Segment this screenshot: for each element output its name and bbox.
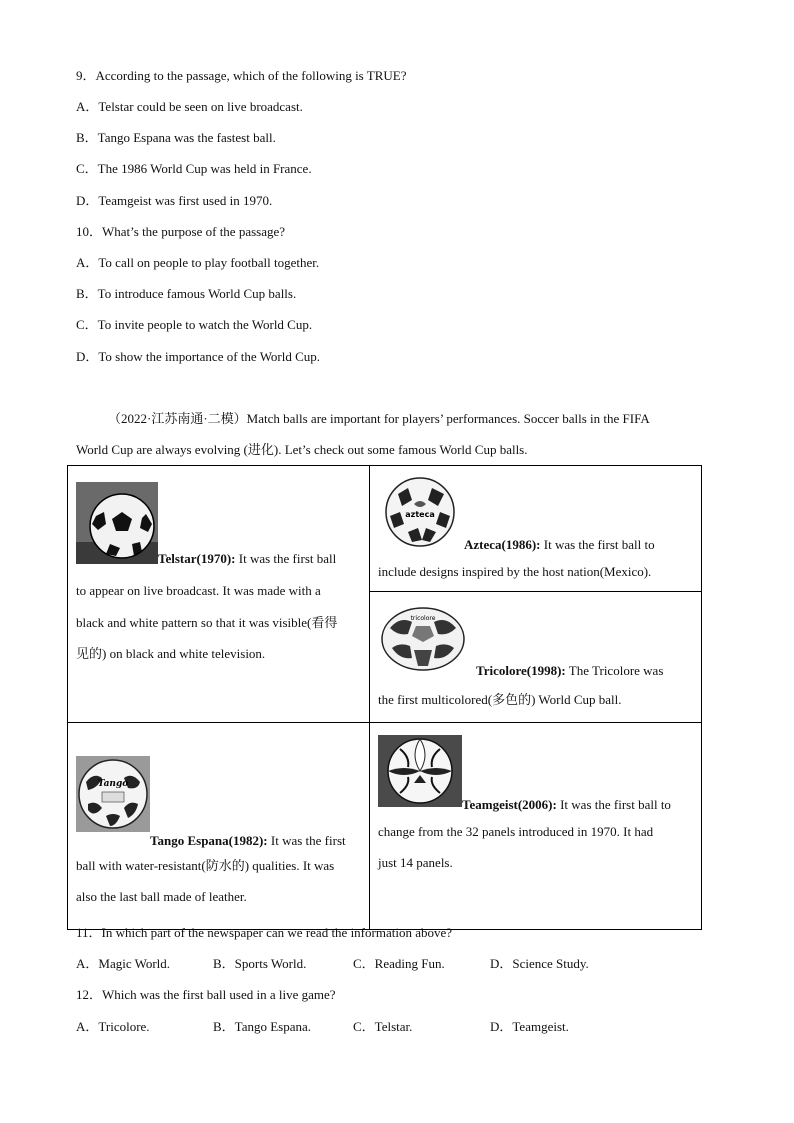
q12-option-b: B．Tango Espana.	[213, 1019, 312, 1034]
telstar-text-1: It was the first ball	[235, 551, 337, 566]
tango-name: Tango Espana(1982):	[150, 833, 268, 848]
q9-question: 9．According to the passage, which of the following is TRUE?	[76, 68, 407, 83]
azteca-logo-text: azteca	[405, 510, 435, 519]
telstar-ball-image	[76, 482, 158, 564]
q10-option-c: C．To invite people to watch the World Cup.	[76, 317, 313, 332]
teamgeist-text-3: just 14 panels.	[378, 855, 453, 870]
tango-cell	[68, 723, 370, 930]
world-cup-balls-table	[67, 465, 702, 930]
q11-option-b: B．Sports World.	[213, 956, 307, 971]
q12-question: 12．Which was the first ball used in a live game?	[76, 987, 336, 1002]
azteca-ball-image	[378, 476, 462, 548]
passage-intro-line2: World Cup are always evolving (进化). Let’s check out some famous World Cup balls.	[76, 442, 528, 457]
q9-option-d: D．Teamgeist was first used in 1970.	[76, 193, 273, 208]
tango-logo-text: Tango	[97, 779, 129, 789]
teamgeist-text-2: change from the 32 panels introduced in 1970. It had	[378, 824, 654, 839]
telstar-text-4: 见的) on black and white television.	[76, 646, 266, 661]
teamgeist-name: Teamgeist(2006):	[462, 797, 557, 812]
passage-intro-line1: （2022·江苏南通·二模）Match balls are important for players’ performances. Soccer balls in the FIFA	[108, 411, 650, 426]
telstar-name: Telstar(1970):	[158, 551, 236, 566]
tango-text-1: It was the first	[267, 833, 346, 848]
tango-ball-image	[76, 756, 150, 832]
q12-option-c: C．Telstar.	[353, 1019, 413, 1034]
q10-option-d: D．To show the importance of the World Cup.	[76, 349, 321, 364]
tango-text-2: ball with water-resistant(防水的) qualities. It was	[76, 858, 335, 873]
q11-option-c: C．Reading Fun.	[353, 956, 445, 971]
q12-option-a: A．Tricolore.	[76, 1019, 150, 1034]
svg-text:tricolore: tricolore	[410, 615, 436, 622]
q10-option-a: A．To call on people to play football together.	[76, 255, 320, 270]
telstar-cell	[68, 466, 370, 723]
azteca-name: Azteca(1986):	[464, 537, 541, 552]
azteca-cell	[370, 466, 702, 592]
q9-option-b: B．Tango Espana was the fastest ball.	[76, 130, 276, 145]
azteca-text-1: It was the first ball to	[540, 537, 655, 552]
tricolore-name: Tricolore(1998):	[476, 663, 566, 678]
tricolore-text-2: the first multicolored(多色的) World Cup ball.	[378, 692, 622, 707]
teamgeist-text-1: It was the first ball to	[556, 797, 671, 812]
q11-option-d: D．Science Study.	[490, 956, 589, 971]
q9-option-a: A．Telstar could be seen on live broadcast.	[76, 99, 303, 114]
q11-question: 11．In which part of the newspaper can we read the information above?	[76, 925, 453, 940]
q11-option-a: A．Magic World.	[76, 956, 171, 971]
q10-option-b: B．To introduce famous World Cup balls.	[76, 286, 297, 301]
tricolore-text-1: The Tricolore was	[565, 663, 664, 678]
tango-text-3: also the last ball made of leather.	[76, 889, 247, 904]
tricolore-ball-image	[380, 606, 466, 672]
telstar-text-2: to appear on live broadcast. It was made with a	[76, 583, 321, 598]
tricolore-cell	[370, 592, 702, 723]
q9-option-c: C．The 1986 World Cup was held in France.	[76, 161, 312, 176]
telstar-text-3: black and white pattern so that it was visible(看得	[76, 615, 338, 630]
teamgeist-ball-image	[378, 735, 462, 807]
q12-option-d: D．Teamgeist.	[490, 1019, 569, 1034]
q10-question: 10．What’s the purpose of the passage?	[76, 224, 286, 239]
azteca-text-2: include designs inspired by the host nation(Mexico).	[378, 564, 652, 579]
teamgeist-cell	[370, 723, 702, 930]
